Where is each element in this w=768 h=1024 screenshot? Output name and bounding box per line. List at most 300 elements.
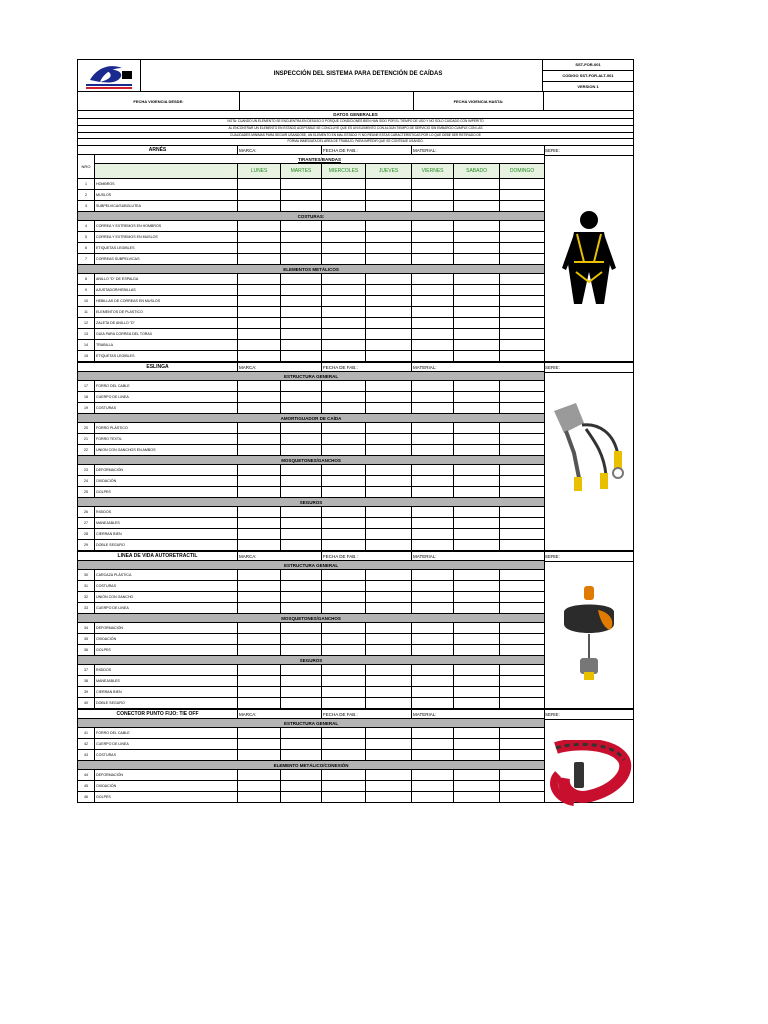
- check-cell[interactable]: [454, 487, 500, 498]
- check-cell[interactable]: [412, 274, 454, 285]
- check-cell[interactable]: [366, 487, 412, 498]
- check-cell[interactable]: [281, 465, 322, 476]
- check-cell[interactable]: [238, 792, 281, 803]
- check-cell[interactable]: [412, 381, 454, 392]
- check-cell[interactable]: [322, 201, 366, 212]
- check-cell[interactable]: [500, 274, 545, 285]
- check-cell[interactable]: [366, 381, 412, 392]
- check-cell[interactable]: [454, 623, 500, 634]
- check-cell[interactable]: [412, 201, 454, 212]
- check-cell[interactable]: [238, 634, 281, 645]
- check-cell[interactable]: [238, 221, 281, 232]
- check-cell[interactable]: [281, 665, 322, 676]
- check-cell[interactable]: [366, 351, 412, 362]
- check-cell[interactable]: [281, 792, 322, 803]
- check-cell[interactable]: [322, 274, 366, 285]
- check-cell[interactable]: [454, 296, 500, 307]
- check-cell[interactable]: [322, 221, 366, 232]
- check-cell[interactable]: [500, 190, 545, 201]
- check-cell[interactable]: [454, 540, 500, 551]
- check-cell[interactable]: [412, 540, 454, 551]
- check-cell[interactable]: [281, 518, 322, 529]
- check-cell[interactable]: [454, 423, 500, 434]
- check-cell[interactable]: [238, 274, 281, 285]
- check-cell[interactable]: [412, 285, 454, 296]
- check-cell[interactable]: [366, 739, 412, 750]
- check-cell[interactable]: [238, 665, 281, 676]
- check-cell[interactable]: [454, 750, 500, 761]
- check-cell[interactable]: [322, 770, 366, 781]
- check-cell[interactable]: [322, 529, 366, 540]
- check-cell[interactable]: [500, 603, 545, 614]
- check-cell[interactable]: [238, 739, 281, 750]
- check-cell[interactable]: [238, 392, 281, 403]
- check-cell[interactable]: [500, 232, 545, 243]
- check-cell[interactable]: [238, 434, 281, 445]
- check-cell[interactable]: [238, 570, 281, 581]
- check-cell[interactable]: [366, 307, 412, 318]
- check-cell[interactable]: [281, 296, 322, 307]
- check-cell[interactable]: [366, 465, 412, 476]
- check-cell[interactable]: [500, 698, 545, 709]
- check-cell[interactable]: [454, 445, 500, 456]
- check-cell[interactable]: [412, 487, 454, 498]
- check-cell[interactable]: [454, 232, 500, 243]
- check-cell[interactable]: [454, 307, 500, 318]
- check-cell[interactable]: [412, 623, 454, 634]
- check-cell[interactable]: [412, 232, 454, 243]
- check-cell[interactable]: [238, 687, 281, 698]
- check-cell[interactable]: [322, 781, 366, 792]
- check-cell[interactable]: [412, 340, 454, 351]
- check-cell[interactable]: [454, 518, 500, 529]
- check-cell[interactable]: [322, 232, 366, 243]
- check-cell[interactable]: [322, 634, 366, 645]
- check-cell[interactable]: [238, 728, 281, 739]
- check-cell[interactable]: [366, 623, 412, 634]
- check-cell[interactable]: [454, 340, 500, 351]
- check-cell[interactable]: [322, 487, 366, 498]
- check-cell[interactable]: [412, 403, 454, 414]
- check-cell[interactable]: [322, 318, 366, 329]
- check-cell[interactable]: [412, 529, 454, 540]
- check-cell[interactable]: [500, 792, 545, 803]
- check-cell[interactable]: [281, 698, 322, 709]
- check-cell[interactable]: [366, 434, 412, 445]
- check-cell[interactable]: [500, 254, 545, 265]
- check-cell[interactable]: [238, 645, 281, 656]
- check-cell[interactable]: [322, 329, 366, 340]
- check-cell[interactable]: [322, 243, 366, 254]
- check-cell[interactable]: [366, 392, 412, 403]
- check-cell[interactable]: [238, 676, 281, 687]
- check-cell[interactable]: [281, 687, 322, 698]
- check-cell[interactable]: [366, 634, 412, 645]
- check-cell[interactable]: [366, 529, 412, 540]
- check-cell[interactable]: [454, 329, 500, 340]
- check-cell[interactable]: [281, 570, 322, 581]
- check-cell[interactable]: [281, 232, 322, 243]
- check-cell[interactable]: [454, 603, 500, 614]
- check-cell[interactable]: [454, 285, 500, 296]
- check-cell[interactable]: [322, 581, 366, 592]
- check-cell[interactable]: [500, 750, 545, 761]
- check-cell[interactable]: [238, 340, 281, 351]
- check-cell[interactable]: [281, 529, 322, 540]
- check-cell[interactable]: [238, 243, 281, 254]
- check-cell[interactable]: [322, 340, 366, 351]
- check-cell[interactable]: [322, 465, 366, 476]
- check-cell[interactable]: [412, 179, 454, 190]
- check-cell[interactable]: [366, 698, 412, 709]
- check-cell[interactable]: [322, 739, 366, 750]
- check-cell[interactable]: [281, 351, 322, 362]
- check-cell[interactable]: [366, 232, 412, 243]
- check-cell[interactable]: [500, 728, 545, 739]
- check-cell[interactable]: [281, 507, 322, 518]
- check-cell[interactable]: [500, 581, 545, 592]
- check-cell[interactable]: [412, 645, 454, 656]
- check-cell[interactable]: [238, 201, 281, 212]
- check-cell[interactable]: [500, 540, 545, 551]
- check-cell[interactable]: [366, 770, 412, 781]
- check-cell[interactable]: [322, 445, 366, 456]
- check-cell[interactable]: [366, 792, 412, 803]
- check-cell[interactable]: [322, 540, 366, 551]
- check-cell[interactable]: [366, 518, 412, 529]
- check-cell[interactable]: [454, 381, 500, 392]
- fecha-desde-value[interactable]: [240, 92, 414, 110]
- check-cell[interactable]: [412, 243, 454, 254]
- check-cell[interactable]: [500, 645, 545, 656]
- check-cell[interactable]: [412, 296, 454, 307]
- check-cell[interactable]: [500, 781, 545, 792]
- check-cell[interactable]: [366, 254, 412, 265]
- check-cell[interactable]: [500, 318, 545, 329]
- check-cell[interactable]: [366, 423, 412, 434]
- check-cell[interactable]: [412, 423, 454, 434]
- check-cell[interactable]: [238, 476, 281, 487]
- check-cell[interactable]: [412, 570, 454, 581]
- check-cell[interactable]: [322, 434, 366, 445]
- check-cell[interactable]: [500, 739, 545, 750]
- check-cell[interactable]: [238, 232, 281, 243]
- check-cell[interactable]: [412, 465, 454, 476]
- check-cell[interactable]: [281, 274, 322, 285]
- check-cell[interactable]: [500, 296, 545, 307]
- check-cell[interactable]: [322, 645, 366, 656]
- check-cell[interactable]: [281, 750, 322, 761]
- check-cell[interactable]: [238, 698, 281, 709]
- check-cell[interactable]: [366, 329, 412, 340]
- check-cell[interactable]: [238, 423, 281, 434]
- check-cell[interactable]: [412, 592, 454, 603]
- check-cell[interactable]: [322, 351, 366, 362]
- check-cell[interactable]: [454, 570, 500, 581]
- check-cell[interactable]: [454, 507, 500, 518]
- check-cell[interactable]: [454, 434, 500, 445]
- check-cell[interactable]: [238, 465, 281, 476]
- fecha-hasta-value[interactable]: [544, 92, 633, 110]
- check-cell[interactable]: [500, 623, 545, 634]
- check-cell[interactable]: [454, 676, 500, 687]
- check-cell[interactable]: [281, 201, 322, 212]
- check-cell[interactable]: [412, 603, 454, 614]
- check-cell[interactable]: [412, 750, 454, 761]
- check-cell[interactable]: [412, 581, 454, 592]
- check-cell[interactable]: [322, 728, 366, 739]
- check-cell[interactable]: [238, 179, 281, 190]
- check-cell[interactable]: [454, 476, 500, 487]
- check-cell[interactable]: [412, 318, 454, 329]
- check-cell[interactable]: [500, 243, 545, 254]
- check-cell[interactable]: [500, 634, 545, 645]
- check-cell[interactable]: [366, 445, 412, 456]
- check-cell[interactable]: [500, 434, 545, 445]
- check-cell[interactable]: [238, 770, 281, 781]
- check-cell[interactable]: [454, 529, 500, 540]
- check-cell[interactable]: [412, 728, 454, 739]
- check-cell[interactable]: [322, 665, 366, 676]
- check-cell[interactable]: [238, 285, 281, 296]
- check-cell[interactable]: [366, 665, 412, 676]
- check-cell[interactable]: [281, 254, 322, 265]
- check-cell[interactable]: [454, 665, 500, 676]
- check-cell[interactable]: [238, 307, 281, 318]
- check-cell[interactable]: [322, 476, 366, 487]
- check-cell[interactable]: [500, 307, 545, 318]
- check-cell[interactable]: [454, 698, 500, 709]
- check-cell[interactable]: [322, 285, 366, 296]
- check-cell[interactable]: [322, 190, 366, 201]
- check-cell[interactable]: [454, 392, 500, 403]
- check-cell[interactable]: [322, 676, 366, 687]
- check-cell[interactable]: [366, 781, 412, 792]
- check-cell[interactable]: [412, 792, 454, 803]
- check-cell[interactable]: [454, 781, 500, 792]
- check-cell[interactable]: [412, 351, 454, 362]
- check-cell[interactable]: [281, 403, 322, 414]
- check-cell[interactable]: [500, 445, 545, 456]
- check-cell[interactable]: [322, 698, 366, 709]
- check-cell[interactable]: [366, 403, 412, 414]
- check-cell[interactable]: [281, 221, 322, 232]
- check-cell[interactable]: [366, 728, 412, 739]
- check-cell[interactable]: [238, 329, 281, 340]
- check-cell[interactable]: [366, 540, 412, 551]
- check-cell[interactable]: [454, 581, 500, 592]
- check-cell[interactable]: [281, 739, 322, 750]
- check-cell[interactable]: [454, 770, 500, 781]
- check-cell[interactable]: [412, 221, 454, 232]
- check-cell[interactable]: [322, 687, 366, 698]
- check-cell[interactable]: [238, 445, 281, 456]
- check-cell[interactable]: [281, 434, 322, 445]
- check-cell[interactable]: [500, 770, 545, 781]
- check-cell[interactable]: [238, 540, 281, 551]
- check-cell[interactable]: [238, 381, 281, 392]
- check-cell[interactable]: [322, 179, 366, 190]
- check-cell[interactable]: [454, 634, 500, 645]
- check-cell[interactable]: [500, 487, 545, 498]
- check-cell[interactable]: [500, 285, 545, 296]
- check-cell[interactable]: [238, 750, 281, 761]
- check-cell[interactable]: [500, 403, 545, 414]
- check-cell[interactable]: [500, 381, 545, 392]
- check-cell[interactable]: [322, 296, 366, 307]
- check-cell[interactable]: [366, 243, 412, 254]
- check-cell[interactable]: [366, 274, 412, 285]
- check-cell[interactable]: [412, 665, 454, 676]
- check-cell[interactable]: [322, 403, 366, 414]
- check-cell[interactable]: [454, 254, 500, 265]
- check-cell[interactable]: [281, 781, 322, 792]
- check-cell[interactable]: [412, 307, 454, 318]
- check-cell[interactable]: [322, 423, 366, 434]
- check-cell[interactable]: [281, 581, 322, 592]
- check-cell[interactable]: [454, 243, 500, 254]
- check-cell[interactable]: [281, 487, 322, 498]
- check-cell[interactable]: [454, 645, 500, 656]
- check-cell[interactable]: [366, 201, 412, 212]
- check-cell[interactable]: [322, 518, 366, 529]
- check-cell[interactable]: [500, 476, 545, 487]
- check-cell[interactable]: [322, 392, 366, 403]
- check-cell[interactable]: [322, 623, 366, 634]
- check-cell[interactable]: [366, 592, 412, 603]
- check-cell[interactable]: [366, 581, 412, 592]
- check-cell[interactable]: [366, 570, 412, 581]
- check-cell[interactable]: [412, 434, 454, 445]
- check-cell[interactable]: [500, 340, 545, 351]
- check-cell[interactable]: [366, 318, 412, 329]
- check-cell[interactable]: [281, 540, 322, 551]
- check-cell[interactable]: [238, 603, 281, 614]
- check-cell[interactable]: [500, 592, 545, 603]
- check-cell[interactable]: [238, 592, 281, 603]
- check-cell[interactable]: [454, 351, 500, 362]
- check-cell[interactable]: [454, 403, 500, 414]
- check-cell[interactable]: [238, 487, 281, 498]
- check-cell[interactable]: [366, 603, 412, 614]
- check-cell[interactable]: [281, 243, 322, 254]
- check-cell[interactable]: [412, 392, 454, 403]
- check-cell[interactable]: [412, 507, 454, 518]
- check-cell[interactable]: [500, 665, 545, 676]
- check-cell[interactable]: [238, 529, 281, 540]
- check-cell[interactable]: [412, 698, 454, 709]
- check-cell[interactable]: [322, 381, 366, 392]
- check-cell[interactable]: [500, 392, 545, 403]
- check-cell[interactable]: [238, 623, 281, 634]
- check-cell[interactable]: [366, 645, 412, 656]
- check-cell[interactable]: [412, 190, 454, 201]
- check-cell[interactable]: [454, 728, 500, 739]
- check-cell[interactable]: [454, 687, 500, 698]
- check-cell[interactable]: [454, 221, 500, 232]
- check-cell[interactable]: [500, 570, 545, 581]
- check-cell[interactable]: [500, 179, 545, 190]
- check-cell[interactable]: [454, 318, 500, 329]
- check-cell[interactable]: [412, 739, 454, 750]
- check-cell[interactable]: [500, 687, 545, 698]
- check-cell[interactable]: [238, 403, 281, 414]
- check-cell[interactable]: [281, 340, 322, 351]
- check-cell[interactable]: [500, 465, 545, 476]
- check-cell[interactable]: [281, 423, 322, 434]
- check-cell[interactable]: [322, 592, 366, 603]
- check-cell[interactable]: [238, 518, 281, 529]
- check-cell[interactable]: [281, 676, 322, 687]
- check-cell[interactable]: [366, 687, 412, 698]
- check-cell[interactable]: [454, 190, 500, 201]
- check-cell[interactable]: [366, 507, 412, 518]
- check-cell[interactable]: [238, 581, 281, 592]
- check-cell[interactable]: [281, 770, 322, 781]
- check-cell[interactable]: [500, 676, 545, 687]
- check-cell[interactable]: [366, 296, 412, 307]
- check-cell[interactable]: [454, 274, 500, 285]
- check-cell[interactable]: [366, 476, 412, 487]
- check-cell[interactable]: [366, 750, 412, 761]
- check-cell[interactable]: [412, 687, 454, 698]
- check-cell[interactable]: [281, 179, 322, 190]
- check-cell[interactable]: [412, 781, 454, 792]
- check-cell[interactable]: [412, 445, 454, 456]
- check-cell[interactable]: [238, 254, 281, 265]
- check-cell[interactable]: [412, 476, 454, 487]
- check-cell[interactable]: [366, 285, 412, 296]
- check-cell[interactable]: [500, 351, 545, 362]
- check-cell[interactable]: [366, 340, 412, 351]
- check-cell[interactable]: [454, 592, 500, 603]
- check-cell[interactable]: [454, 201, 500, 212]
- check-cell[interactable]: [281, 592, 322, 603]
- check-cell[interactable]: [281, 623, 322, 634]
- check-cell[interactable]: [322, 603, 366, 614]
- check-cell[interactable]: [366, 179, 412, 190]
- check-cell[interactable]: [322, 750, 366, 761]
- check-cell[interactable]: [412, 518, 454, 529]
- check-cell[interactable]: [412, 254, 454, 265]
- check-cell[interactable]: [238, 190, 281, 201]
- check-cell[interactable]: [366, 221, 412, 232]
- check-cell[interactable]: [454, 739, 500, 750]
- check-cell[interactable]: [281, 190, 322, 201]
- check-cell[interactable]: [412, 676, 454, 687]
- check-cell[interactable]: [366, 190, 412, 201]
- check-cell[interactable]: [238, 781, 281, 792]
- check-cell[interactable]: [500, 329, 545, 340]
- check-cell[interactable]: [412, 770, 454, 781]
- check-cell[interactable]: [366, 676, 412, 687]
- check-cell[interactable]: [281, 603, 322, 614]
- check-cell[interactable]: [238, 351, 281, 362]
- check-cell[interactable]: [322, 507, 366, 518]
- check-cell[interactable]: [322, 792, 366, 803]
- check-cell[interactable]: [281, 645, 322, 656]
- check-cell[interactable]: [322, 307, 366, 318]
- check-cell[interactable]: [238, 296, 281, 307]
- check-cell[interactable]: [281, 381, 322, 392]
- check-cell[interactable]: [281, 392, 322, 403]
- check-cell[interactable]: [281, 445, 322, 456]
- check-cell[interactable]: [500, 507, 545, 518]
- check-cell[interactable]: [454, 179, 500, 190]
- check-cell[interactable]: [281, 476, 322, 487]
- check-cell[interactable]: [322, 254, 366, 265]
- check-cell[interactable]: [281, 318, 322, 329]
